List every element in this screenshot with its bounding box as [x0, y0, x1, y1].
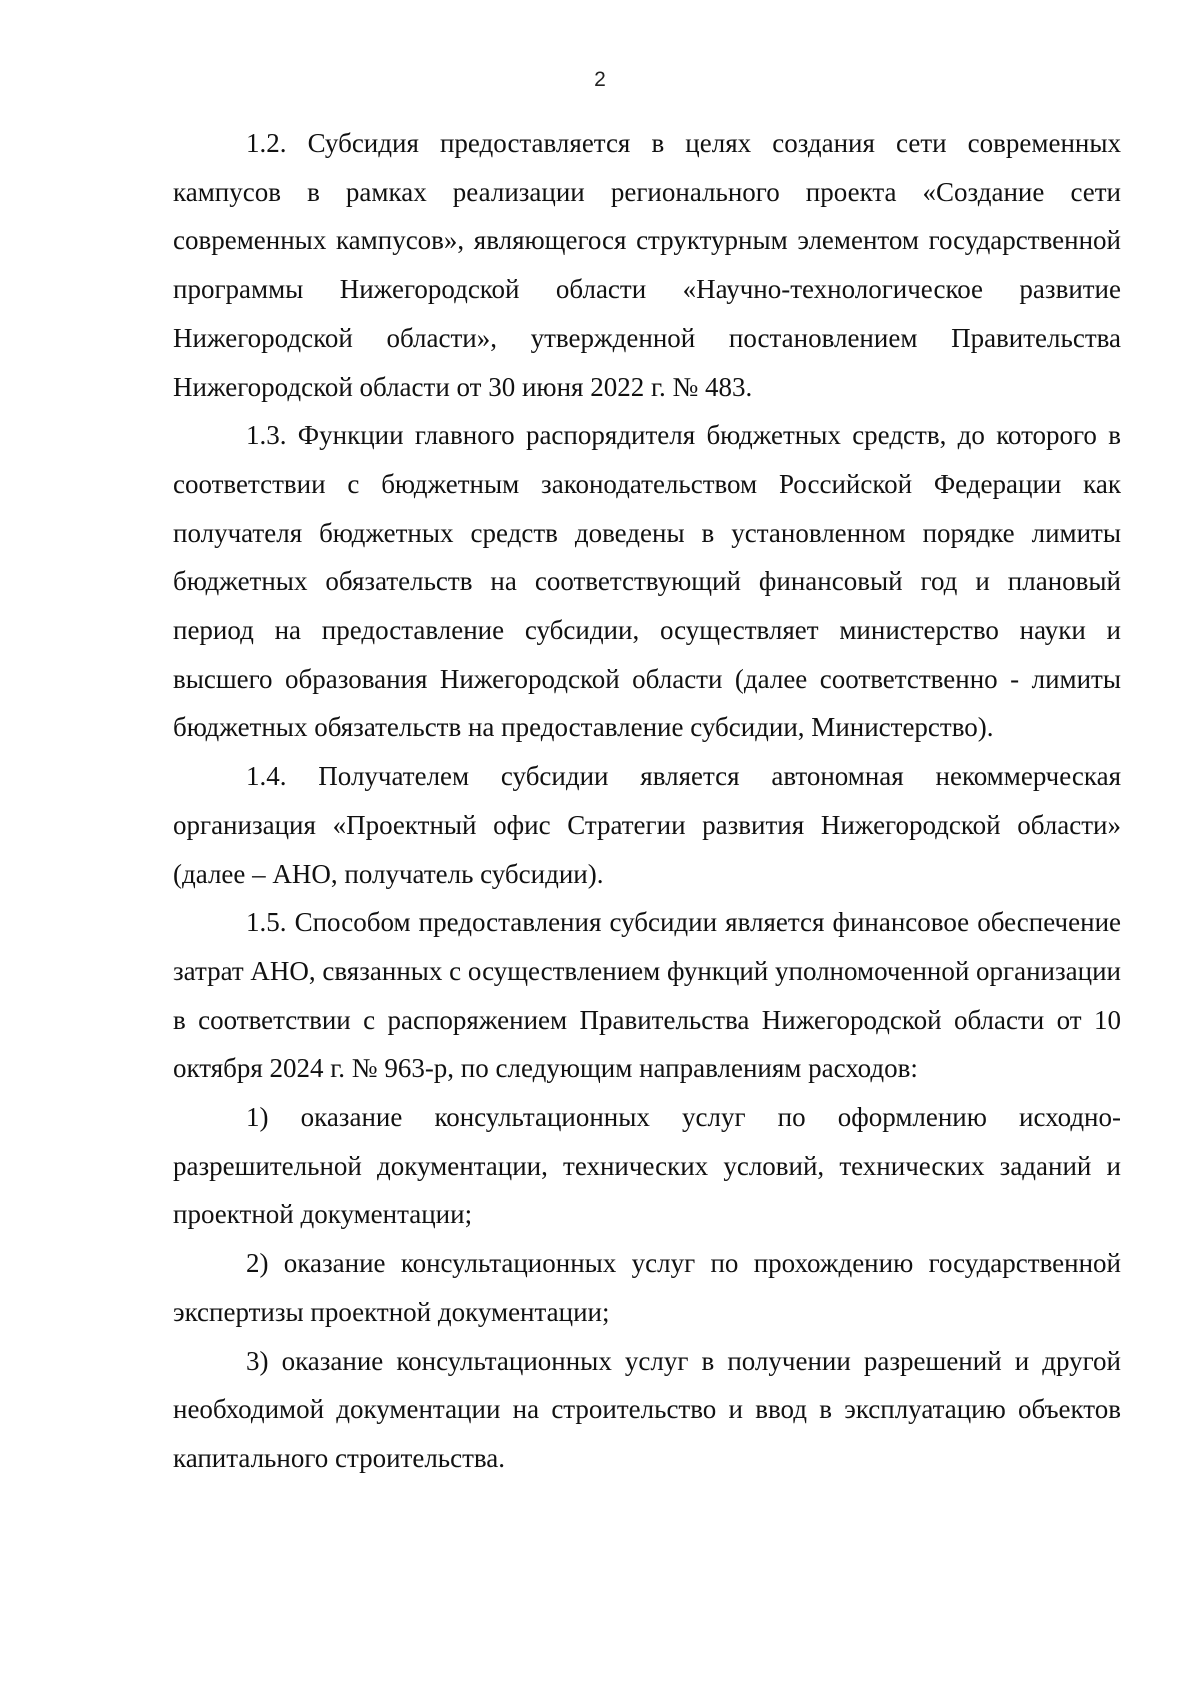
- list-item-2: 2) оказание консультационных услуг по прохождению государственной экспертизы проектной документации;: [173, 1248, 1121, 1327]
- paragraph-1-4: 1.4. Получателем субсидии является автономная некоммерческая организация «Проектный офис Стратегии развития Нижегородской области» (далее – АНО, получатель субсидии).: [173, 761, 1121, 889]
- page-number: 2: [594, 68, 606, 91]
- document-body: [173, 119, 1121, 1483]
- list-item-3: 3) оказание консультационных услуг в получении разрешений и другой необходимой документации на строительство и ввод в эксплуатацию объектов капитального строительства.: [173, 1345, 1121, 1473]
- list-item-1: 1) оказание консультационных услуг по оформлению исходно-разрешительной документации, технических условий, технических заданий и проектной документации;: [173, 1102, 1121, 1230]
- paragraph-1-3: 1.3. Функции главного распорядителя бюджетных средств, до которого в соответствии с бюджетным законодательством Российской Федерации как получателя бюджетных средств доведены в установленном порядке лимиты бюджетных обязательств на соответствующий финансовый год и плановый период на предоставление субсидии, осуществляет министерство науки и высшего образования Нижегородской области (далее соответственно - лимиты бюджетных обязательств на предоставление субсидии, Министерство).: [173, 420, 1121, 743]
- paragraph-1-2: 1.2. Субсидия предоставляется в целях создания сети современных кампусов в рамках реализации регионального проекта «Создание сети современных кампусов», являющегося структурным элементом государственной программы Нижегородской области «Научно-технологическое развитие Нижегородской области», утвержденной постановлением Правительства Нижегородской области от 30 июня 2022 г. № 483.: [173, 128, 1121, 402]
- paragraph-1-5: 1.5. Способом предоставления субсидии является финансовое обеспечение затрат АНО, связанных с осуществлением функций уполномоченной организации в соответствии с распоряжением Правительства Нижегородской области от 10 октября 2024 г. № 963-р, по следующим направлениям расходов:: [173, 907, 1121, 1084]
